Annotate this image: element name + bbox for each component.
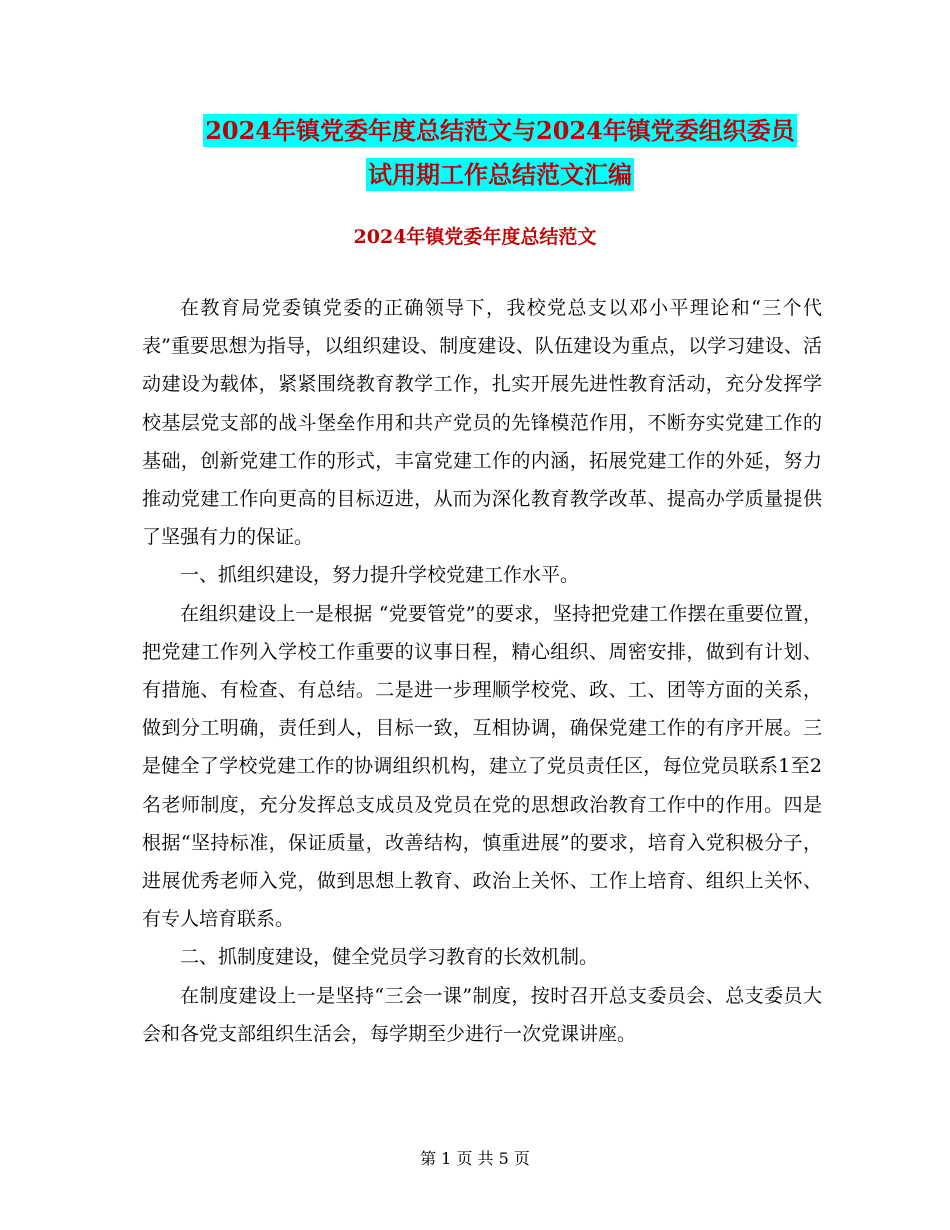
body-text	[142, 289, 822, 1053]
paragraph-heading-2: 二、抓制度建设，健全党员学习教育的长效机制。	[180, 946, 599, 969]
document-title-line-1	[130, 107, 870, 155]
document-title-line-1-text: 2024年镇党委年度总结范文与2024年镇党委组织委员	[205, 116, 795, 145]
document-title-line-2-text: 试用期工作总结范文汇编	[368, 160, 632, 189]
page-footer: 第 1 页 共 5 页	[420, 1149, 530, 1168]
paragraph-heading-1: 一、抓组织建设，努力提升学校党建工作水平。	[180, 564, 580, 587]
document-title-line-2	[130, 151, 870, 199]
paragraph-intro: 在教育局党委镇党委的正确领导下，我校党总支以邓小平理论和“三个代表”重要思想为指导，以组织建设、制度建设、队伍建设为重点，以学习建设、活动建设为载体，紧紧围绕教育教学工作，扎实开展先进性教育活动，充分发挥学校基层党支部的战斗堡垒作用和共产党员的先锋模范作用，不断夯实党建工作的基础，创新党建工作的形式，丰富党建工作的内涵，拓展党建工作的外延，努力推动党建工作向更高的目标迈进，从而为深化教育教学改革、提高办学质量提供了坚强有力的保证。	[142, 297, 822, 549]
section-title: 2024年镇党委年度总结范文	[353, 226, 597, 248]
paragraph-system-building: 在制度建设上一是坚持“三会一课”制度，按时召开总支委员会、总支委员大会和各党支部组织生活会，每学期至少进行一次党课讲座。	[142, 984, 822, 1045]
paragraph-org-building: 在组织建设上一是根据 “党要管党”的要求，坚持把党建工作摆在重要位置，把党建工作列入学校工作重要的议事日程，精心组织、周密安排，做到有计划、有措施、有检查、有总结。二是进一步理顺学校党、政、工、团等方面的关系，做到分工明确，责任到人，目标一致，互相协调，确保党建工作的有序开展。三是健全了学校党建工作的协调组织机构，建立了党员责任区，每位党员联系1至2名老师制度，充分发挥总支成员及党员在党的思想政治教育工作中的作用。四是根据“坚持标准，保证质量，改善结构，慎重进展”的要求，培育入党积极分子，进展优秀老师入党，做到思想上教育、政治上关怀、工作上培育、组织上关怀、有专人培育联系。	[142, 602, 822, 931]
